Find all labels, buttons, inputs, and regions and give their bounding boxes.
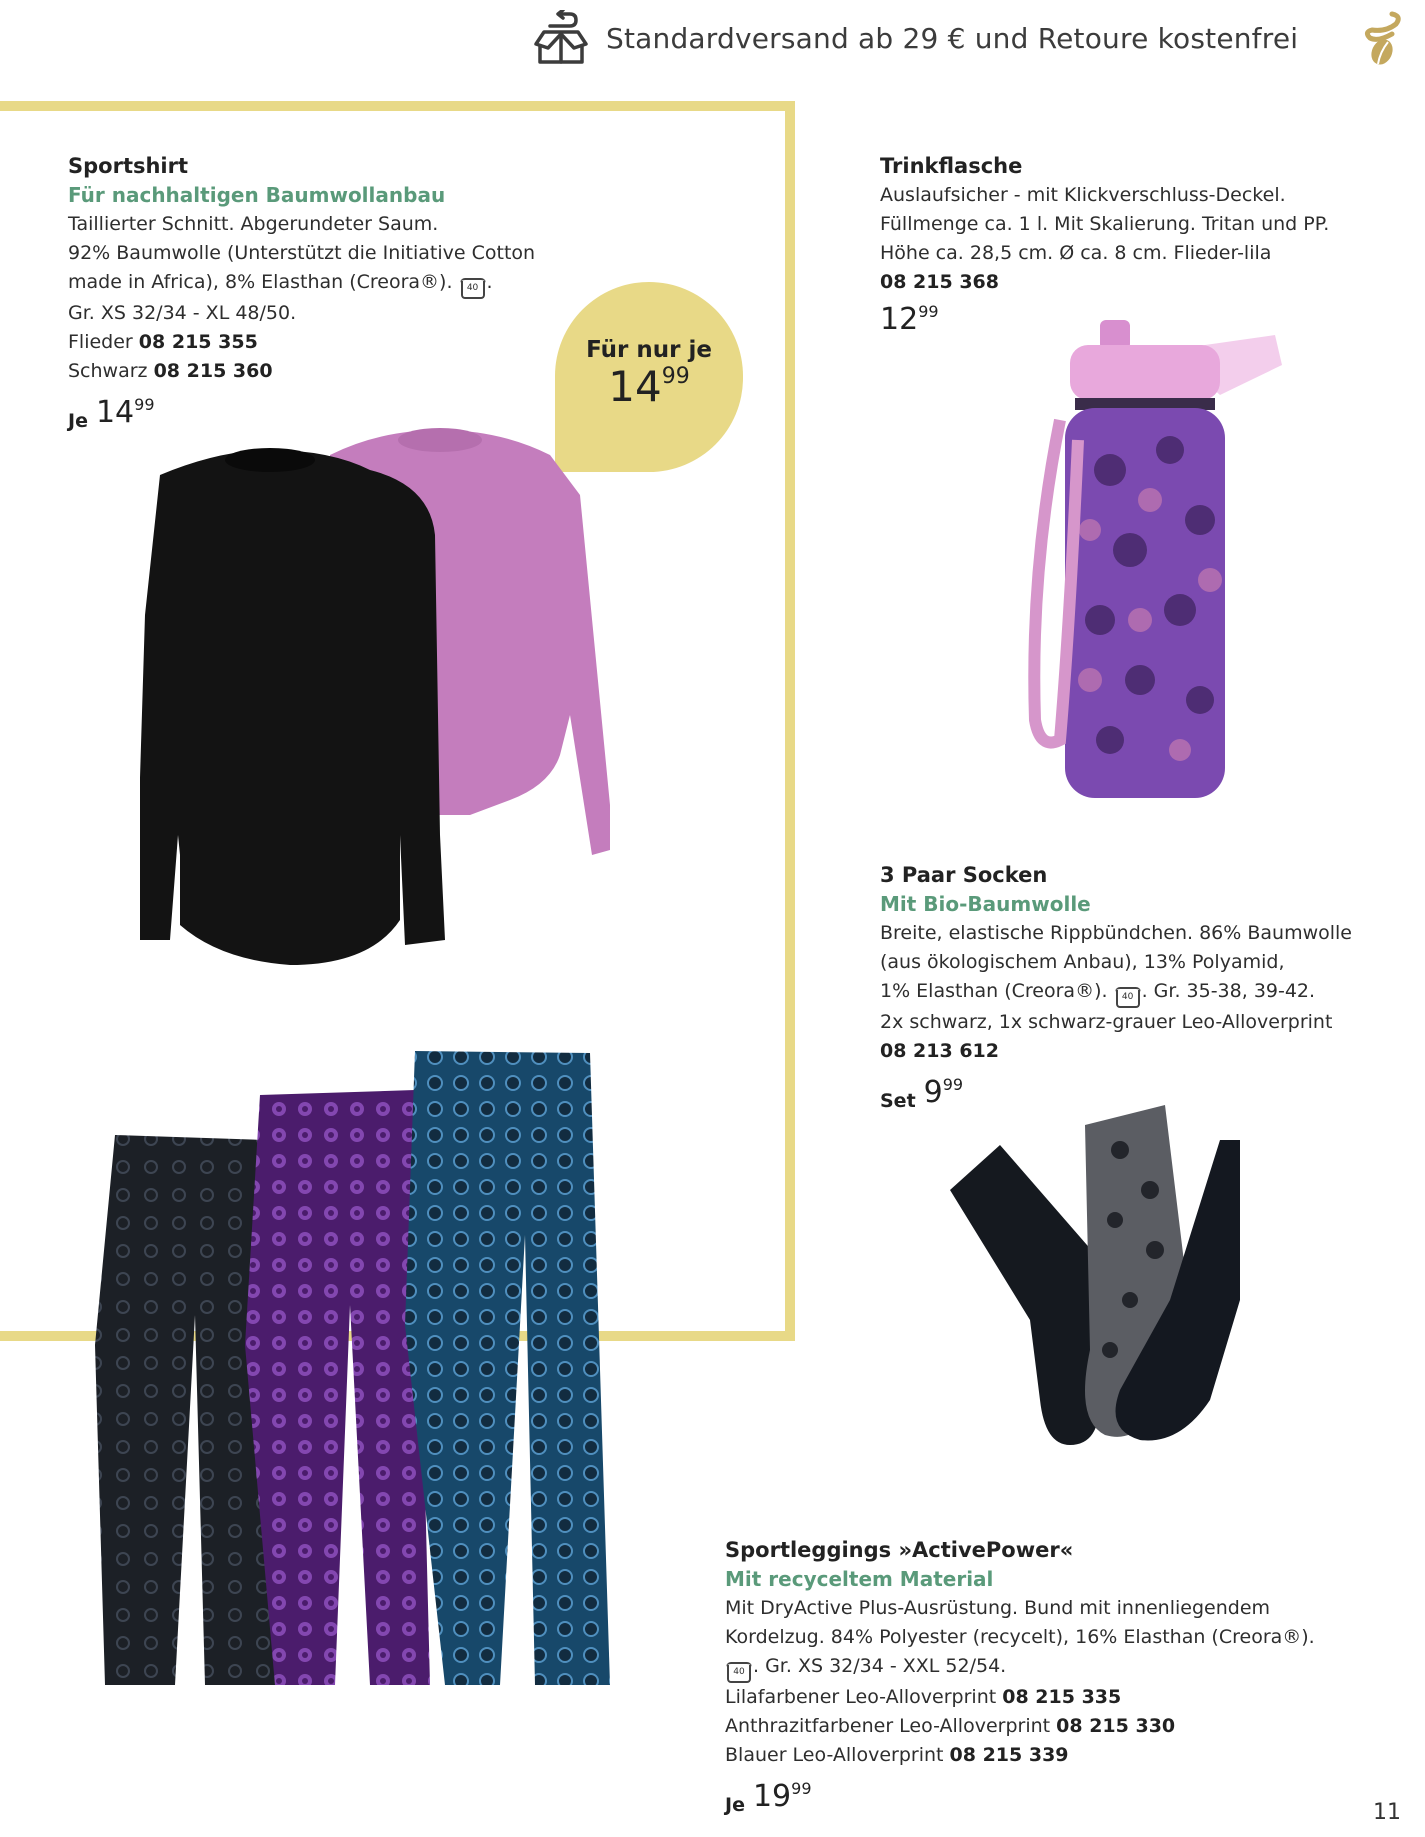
variant-line: Lilafarbener Leo-Alloverprint 08 215 335 xyxy=(725,1686,1122,1708)
product-subtitle: Für nachhaltigen Baumwollanbau xyxy=(68,183,446,207)
shipping-banner-text: Standardversand ab 29 € und Retoure kostenfrei xyxy=(606,21,1299,55)
wash-40-icon: 40 xyxy=(727,1665,751,1683)
socks-image xyxy=(940,1100,1240,1480)
product-subtitle: Mit Bio-Baumwolle xyxy=(880,892,1091,916)
price: Je 14 99 xyxy=(68,395,155,432)
sku: 08 215 355 xyxy=(138,331,258,353)
description-line: Höhe ca. 28,5 cm. Ø ca. 8 cm. Flieder-lila xyxy=(880,242,1272,264)
description-line: 40 . Gr. XS 32/34 - XXL 52/54. xyxy=(725,1652,1315,1683)
leggings-image xyxy=(85,1045,680,1685)
sku: 08 215 339 xyxy=(949,1744,1069,1766)
sku: 08 213 612 xyxy=(880,1040,999,1062)
description-line: 92% Baumwolle (Unterstützt die Initiative Cotton xyxy=(68,242,536,264)
product-trinkflasche xyxy=(880,152,1329,337)
variant-line: Schwarz 08 215 360 xyxy=(68,360,273,382)
description-line: Mit DryActive Plus-Ausrüstung. Bund mit innenliegendem xyxy=(725,1597,1271,1619)
product-title: Trinkflasche xyxy=(880,154,1023,178)
wash-40-icon: 40 xyxy=(1116,990,1140,1008)
description-line: 1% Elasthan (Creora®). 40 . Gr. 35-38, 39-42. xyxy=(880,977,1352,1008)
product-title: 3 Paar Socken xyxy=(880,863,1048,887)
price-badge: Für nur je 14 99 xyxy=(555,282,743,472)
return-box-icon xyxy=(530,10,592,66)
product-title: Sportleggings »ActivePower« xyxy=(725,1538,1074,1562)
shipping-banner xyxy=(530,8,1298,68)
product-subtitle: Mit recyceltem Material xyxy=(725,1567,994,1591)
description-line: Auslaufsicher - mit Klickverschluss-Deckel. xyxy=(880,184,1286,206)
water-bottle-image xyxy=(1020,320,1300,810)
product-sportshirt xyxy=(68,152,535,436)
tchibo-bean-logo-icon xyxy=(1362,10,1406,66)
price: Je 19 99 xyxy=(725,1779,812,1816)
sportshirts-image xyxy=(140,415,660,975)
product-socken xyxy=(880,861,1352,1116)
page-number: 11 xyxy=(1373,1800,1401,1825)
sku: 08 215 360 xyxy=(153,360,273,382)
description-line: 2x schwarz, 1x schwarz-grauer Leo-Alloverprint xyxy=(880,1011,1333,1033)
price: 12 99 xyxy=(880,302,939,337)
product-title: Sportshirt xyxy=(68,154,189,178)
variant-line: Anthrazitfarbener Leo-Alloverprint 08 215 330 xyxy=(725,1715,1176,1737)
variant-line: Flieder 08 215 355 xyxy=(68,331,258,353)
description-line: (aus ökologischem Anbau), 13% Polyamid, xyxy=(880,951,1285,973)
sku: 08 215 330 xyxy=(1056,1715,1176,1737)
description-line: Füllmenge ca. 1 l. Mit Skalierung. Tritan und PP. xyxy=(880,213,1330,235)
description-line: Kordelzug. 84% Polyester (recycelt), 16% Elasthan (Creora®). xyxy=(725,1626,1315,1648)
description-line: Taillierter Schnitt. Abgerundeter Saum. xyxy=(68,213,439,235)
product-leggings xyxy=(725,1536,1315,1820)
sizes: Gr. XS 32/34 - XL 48/50. xyxy=(68,302,297,324)
sku: 08 215 368 xyxy=(880,271,999,293)
sku: 08 215 335 xyxy=(1002,1686,1122,1708)
variant-line: Blauer Leo-Alloverprint 08 215 339 xyxy=(725,1744,1069,1766)
wash-40-icon: 40 xyxy=(461,281,485,299)
description-line: Breite, elastische Rippbündchen. 86% Baumwolle xyxy=(880,922,1352,944)
description-line: made in Africa), 8% Elasthan (Creora®). 40 . xyxy=(68,268,535,299)
price: Set 9 99 xyxy=(880,1075,964,1112)
